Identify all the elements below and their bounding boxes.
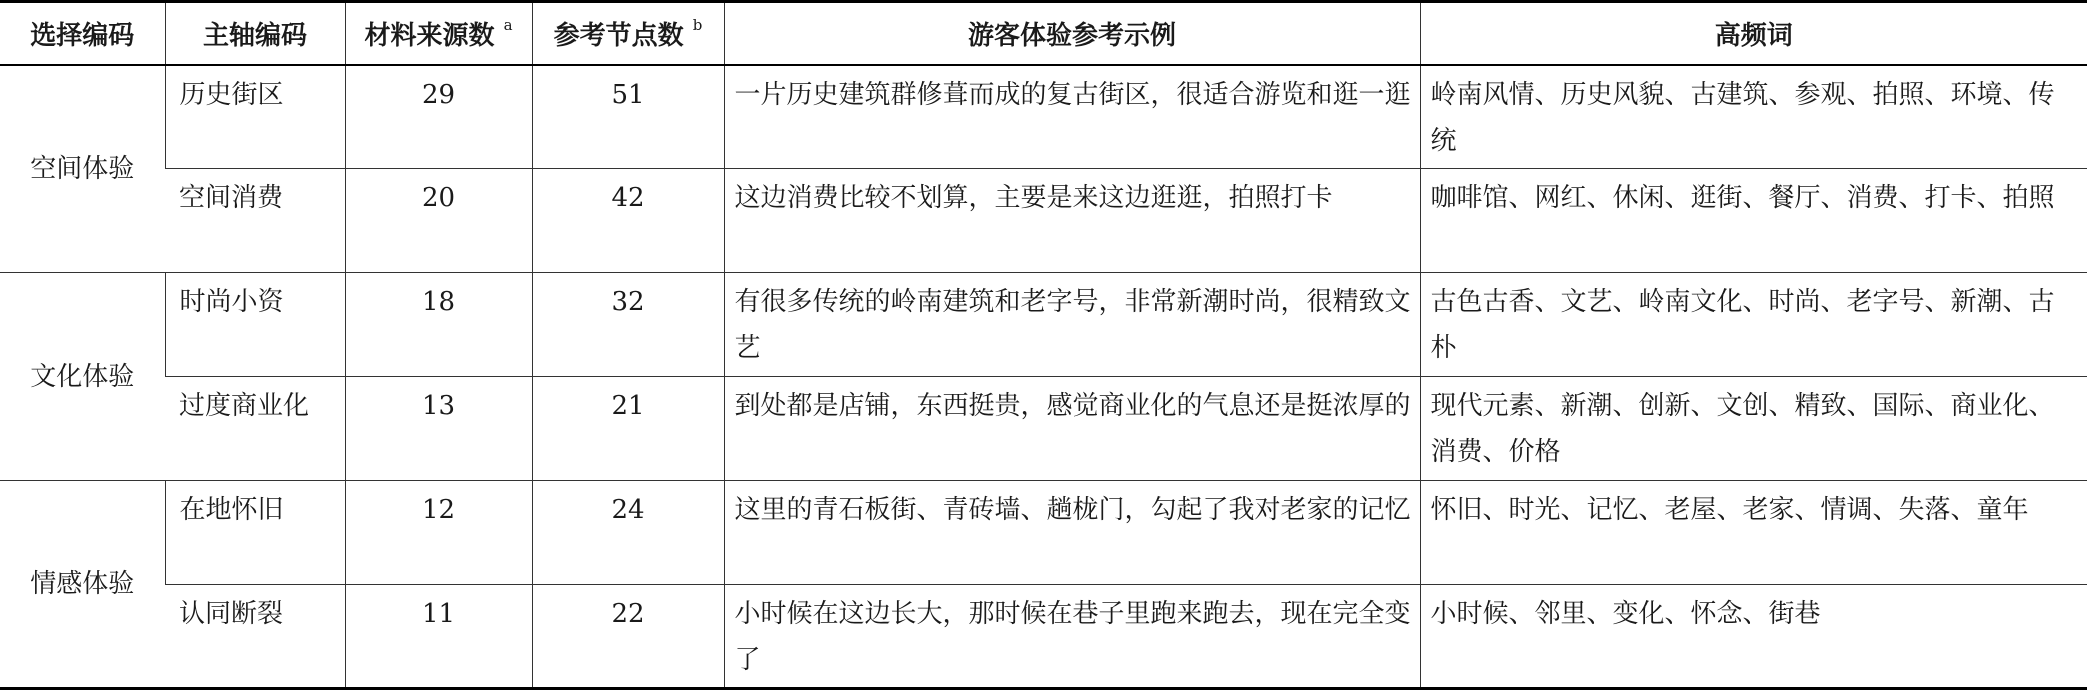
table-row (0, 377, 2087, 481)
keywords-cell: 咖啡馆、网红、休闲、逛街、餐厅、消费、打卡、拍照 (1420, 169, 2087, 273)
table-row (0, 169, 2087, 273)
axial-code-cell: 时尚小资 (165, 273, 345, 377)
node-count-cell: 42 (532, 169, 724, 273)
header-example: 游客体验参考示例 (724, 2, 1420, 65)
node-count-cell: 24 (532, 481, 724, 585)
source-count-cell: 20 (345, 169, 532, 273)
example-cell: 小时候在这边长大，那时候在巷子里跑来跑去，现在完全变了 (724, 585, 1420, 689)
footnote-marker-b: b (692, 16, 703, 35)
header-axial-coding: 主轴编码 (165, 2, 345, 65)
selective-code-cell: 情感体验 (0, 481, 165, 689)
node-count-cell: 22 (532, 585, 724, 689)
axial-code-cell: 空间消费 (165, 169, 345, 273)
header-node-count: 参考节点数 $^b$ (532, 2, 724, 65)
table-row (0, 273, 2087, 377)
source-count-cell: 18 (345, 273, 532, 377)
table-row (0, 481, 2087, 585)
keywords-cell: 现代元素、新潮、创新、文创、精致、国际、商业化、消费、价格 (1420, 377, 2087, 481)
example-cell: 这边消费比较不划算，主要是来这边逛逛，拍照打卡 (724, 169, 1420, 273)
axial-code-cell: 认同断裂 (165, 585, 345, 689)
table-row (0, 65, 2087, 169)
node-count-cell: 51 (532, 65, 724, 169)
node-count-cell: 21 (532, 377, 724, 481)
example-cell: 有很多传统的岭南建筑和老字号，非常新潮时尚，很精致文艺 (724, 273, 1420, 377)
keywords-cell: 岭南风情、历史风貌、古建筑、参观、拍照、环境、传统 (1420, 65, 2087, 169)
table-row (0, 585, 2087, 689)
header-keywords: 高频词 (1420, 2, 2087, 65)
node-count-cell: 32 (532, 273, 724, 377)
source-count-cell: 11 (345, 585, 532, 689)
axial-code-cell: 过度商业化 (165, 377, 345, 481)
source-count-cell: 12 (345, 481, 532, 585)
keywords-cell: 小时候、邻里、变化、怀念、街巷 (1420, 585, 2087, 689)
source-count-cell: 29 (345, 65, 532, 169)
header-row (0, 2, 2087, 65)
source-count-cell: 13 (345, 377, 532, 481)
axial-code-cell: 在地怀旧 (165, 481, 345, 585)
header-source-count: 材料来源数 $^a$ (345, 2, 532, 65)
example-cell: 到处都是店铺，东西挺贵，感觉商业化的气息还是挺浓厚的 (724, 377, 1420, 481)
selective-code-cell: 空间体验 (0, 65, 165, 273)
example-cell: 一片历史建筑群修葺而成的复古街区，很适合游览和逛一逛 (724, 65, 1420, 169)
axial-code-cell: 历史街区 (165, 65, 345, 169)
keywords-cell: 古色古香、文艺、岭南文化、时尚、老字号、新潮、古朴 (1420, 273, 2087, 377)
header-selective-coding: 选择编码 (0, 2, 165, 65)
keywords-cell: 怀旧、时光、记忆、老屋、老家、情调、失落、童年 (1420, 481, 2087, 585)
footnote-marker-a: a (503, 16, 513, 35)
selective-code-cell: 文化体验 (0, 273, 165, 481)
example-cell: 这里的青石板街、青砖墙、趟栊门，勾起了我对老家的记忆 (724, 481, 1420, 585)
